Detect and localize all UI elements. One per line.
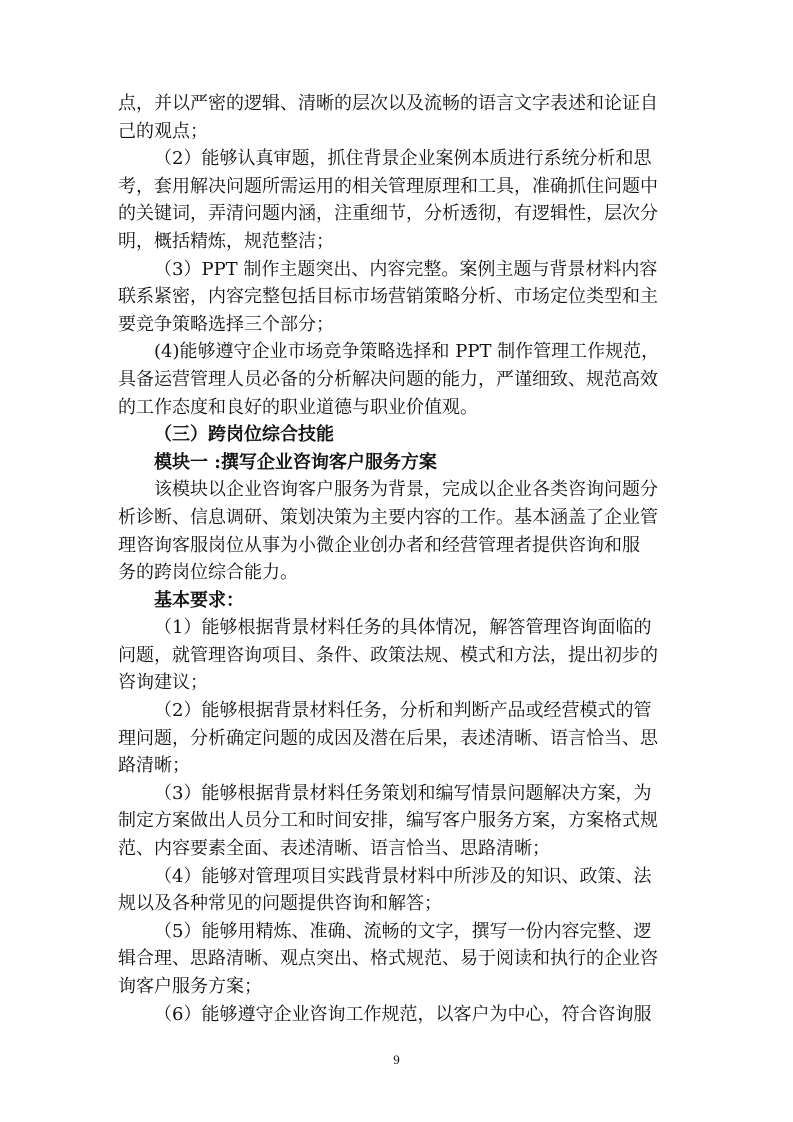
text-line: 范、内容要素全面、表述清晰、语言恰当、思路清晰； [118, 838, 550, 860]
text-line: 询客户服务方案； [118, 976, 262, 997]
requirements-heading: 基本要求： [154, 589, 244, 611]
list-item-1: （1）能够根据背景材料任务的具体情况，解答管理咨询面临的 [154, 617, 652, 639]
text-line: 点，并以严密的逻辑、清晰的层次以及流畅的语言文字表述和论证自 [118, 93, 658, 114]
paragraph-start: 该模块以企业咨询客户服务为背景，完成以企业各类咨询问题分 [154, 479, 658, 501]
text-line: 的关键词，弄清问题内涵，注重细节，分析透彻，有逻辑性，层次分 [118, 203, 658, 225]
section-heading: （三）跨岗位综合技能 [154, 424, 334, 446]
text-line: 要竞争策略选择三个部分； [118, 313, 334, 335]
text-line: 理咨询客服岗位从事为小微企业创办者和经营管理者提供咨询和服 [118, 534, 640, 556]
list-item-3: （3）PPT 制作主题突出、内容完整。案例主题与背景材料内容 [154, 258, 658, 280]
list-item-4: (4)能够遵守企业市场竞争策略选择和 PPT 制作管理工作规范， [154, 341, 660, 363]
text-line: 路清晰； [118, 755, 190, 777]
text-line: 制定方案做出人员分工和时间安排，编写客户服务方案，方案格式规 [118, 810, 658, 832]
text-line: 联系紧密，内容完整包括目标市场营销策略分析、市场定位类型和主 [118, 286, 658, 308]
text-line: 具备运营管理人员必备的分析解决问题的能力，严谨细致、规范高效 [118, 368, 658, 390]
text-line: 理问题，分析确定问题的成因及潜在后果，表述清晰、语言恰当、思 [118, 727, 658, 749]
module-heading: 模块一 :撰写企业咨询客户服务方案 [154, 451, 437, 473]
text-line: 咨询建议； [118, 672, 208, 694]
text-line: 的工作态度和良好的职业道德与职业价值观。 [118, 396, 478, 418]
list-item-2: （2）能够根据背景材料任务，分析和判断产品或经营模式的管 [154, 700, 652, 722]
text-line: 问题，就管理咨询项目、条件、政策法规、模式和方法，提出初步的 [118, 644, 658, 666]
text-line: 辑合理、思路清晰、观点突出、格式规范、易于阅读和执行的企业咨 [118, 948, 658, 970]
text-line: 析诊断、信息调研、策划决策为主要内容的工作。基本涵盖了企业管 [118, 506, 658, 528]
text-line: 务的跨岗位综合能力。 [118, 562, 298, 584]
list-item-6: （6）能够遵守企业咨询工作规范，以客户为中心，符合咨询服 [154, 1003, 652, 1025]
page-number: 9 [393, 1052, 400, 1067]
text-line: 己的观点； [118, 120, 208, 142]
list-item-5: （5）能够用精炼、准确、流畅的文字，撰写一份内容完整、逻 [154, 920, 652, 942]
list-item-4: （4）能够对管理项目实践背景材料中所涉及的知识、政策、法 [154, 865, 652, 887]
list-item-2: （2）能够认真审题，抓住背景企业案例本质进行系统分析和思 [154, 148, 652, 170]
text-line: 考，套用解决问题所需运用的相关管理原理和工具，准确抓住问题中 [118, 175, 658, 197]
list-item-3: （3）能够根据背景材料任务策划和编写情景问题解决方案，为 [154, 782, 652, 804]
text-line: 明，概括精炼，规范整洁； [118, 230, 334, 252]
text-line: 规以及各种常见的问题提供咨询和解答； [118, 893, 442, 915]
document-body [118, 90, 680, 1028]
